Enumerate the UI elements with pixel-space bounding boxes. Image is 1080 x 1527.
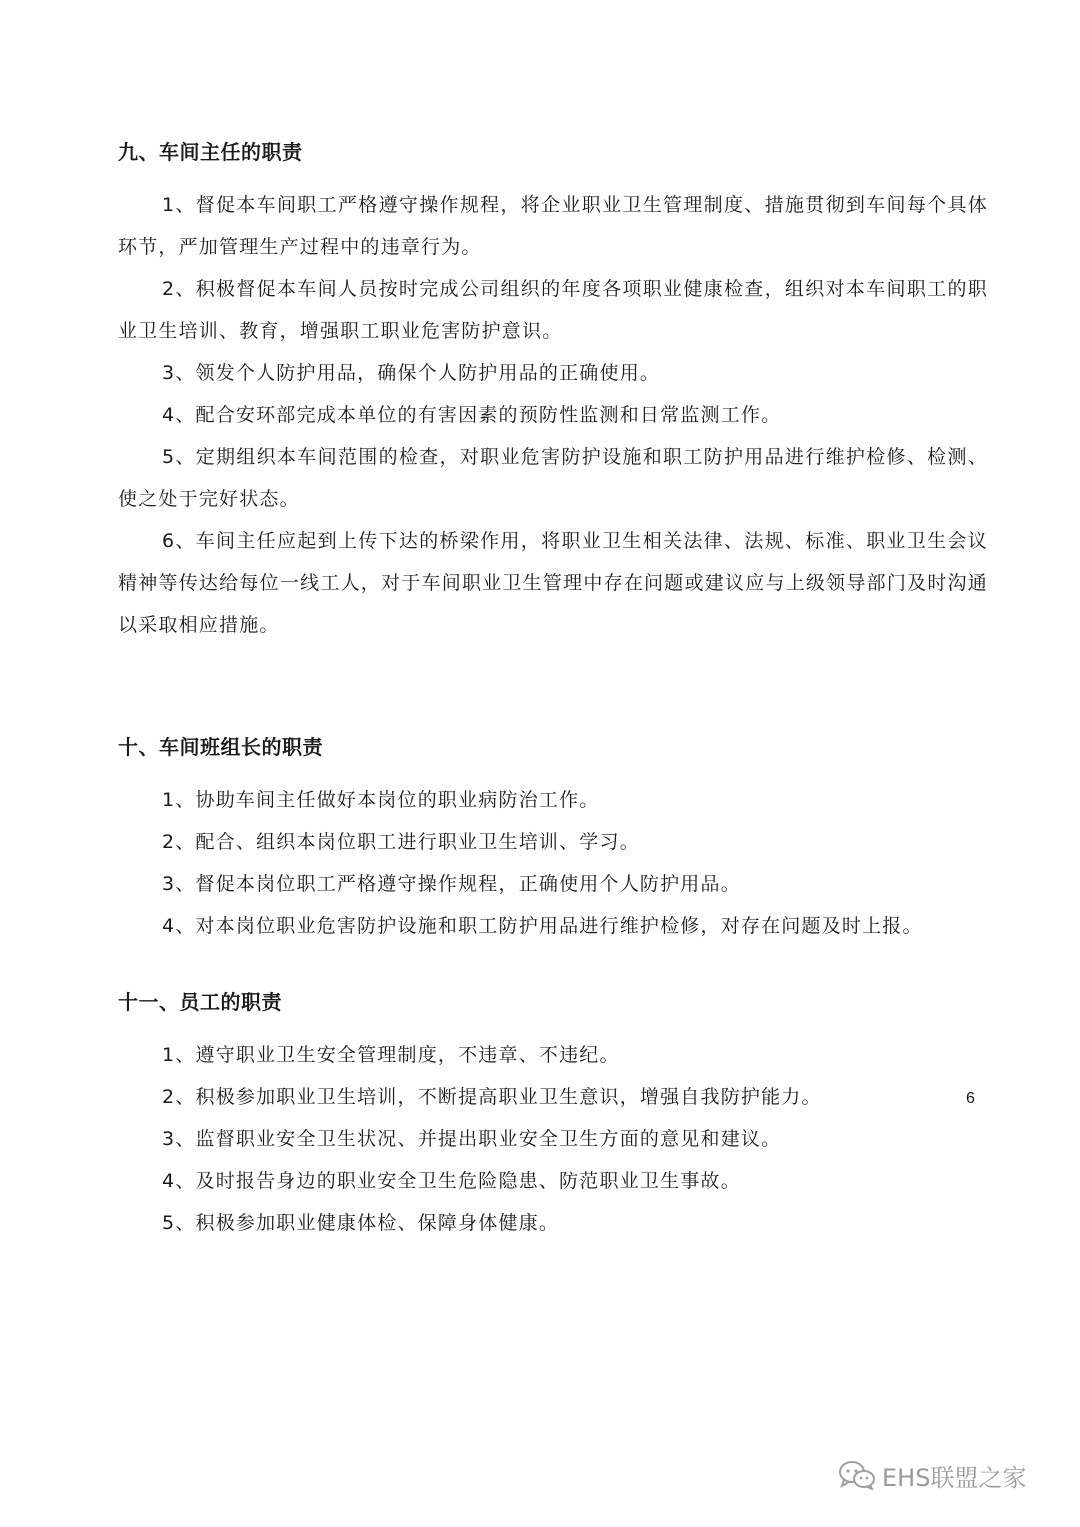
list-item: 2、配合、组织本岗位职工进行职业卫生培训、学习。 xyxy=(162,831,640,853)
list-item: 1、遵守职业卫生安全管理制度，不违章、不违纪。 xyxy=(162,1044,620,1066)
list-item: 5、积极参加职业健康体检、保障身体健康。 xyxy=(162,1212,560,1234)
section-employee xyxy=(118,990,988,1244)
list-item: 1、协助车间主任做好本岗位的职业病防治工作。 xyxy=(162,789,600,811)
section-heading: 十一、员工的职责 xyxy=(118,990,282,1014)
list-item: 3、督促本岗位职工严格遵守操作规程，正确使用个人防护用品。 xyxy=(162,873,741,895)
list-item: 2、积极参加职业卫生培训，不断提高职业卫生意识，增强自我防护能力。 xyxy=(162,1086,822,1108)
watermark xyxy=(838,1460,1026,1490)
list-item: 4、配合安环部完成本单位的有害因素的预防性监测和日常监测工作。 xyxy=(162,404,782,426)
list-item: 4、及时报告身边的职业安全卫生危险隐患、防范职业卫生事故。 xyxy=(162,1170,741,1192)
section-workshop-director xyxy=(118,140,988,646)
list-item: 6、车间主任应起到上传下达的桥梁作用，将职业卫生相关法律、法规、标准、职业卫生会议精神等传达给每位一线工人，对于车间职业卫生管理中存在问题或建议应与上级领导部门及时沟通以采取相应措施。 xyxy=(118,530,988,636)
wechat-icon xyxy=(838,1460,876,1490)
list-item: 3、领发个人防护用品，确保个人防护用品的正确使用。 xyxy=(162,362,661,384)
list-item: 3、监督职业安全卫生状况、并提出职业安全卫生方面的意见和建议。 xyxy=(162,1128,782,1150)
list-item: 4、对本岗位职业危害防护设施和职工防护用品进行维护检修，对存在问题及时上报。 xyxy=(162,915,923,937)
page-number: 6 xyxy=(966,1090,975,1107)
list-item: 5、定期组织本车间范围的检查，对职业危害防护设施和职工防护用品进行维护检修、检测、使之处于完好状态。 xyxy=(118,446,988,510)
section-heading: 十、车间班组长的职责 xyxy=(118,735,323,759)
watermark-text: EHS联盟之家 xyxy=(882,1463,1027,1492)
section-team-leader xyxy=(118,735,988,947)
section-heading: 九、车间主任的职责 xyxy=(118,140,303,164)
list-item: 2、积极督促本车间人员按时完成公司组织的年度各项职业健康检查，组织对本车间职工的职业卫生培训、教育，增强职工职业危害防护意识。 xyxy=(118,278,988,342)
list-item: 1、督促本车间职工严格遵守操作规程，将企业职业卫生管理制度、措施贯彻到车间每个具体环节，严加管理生产过程中的违章行为。 xyxy=(118,194,988,258)
